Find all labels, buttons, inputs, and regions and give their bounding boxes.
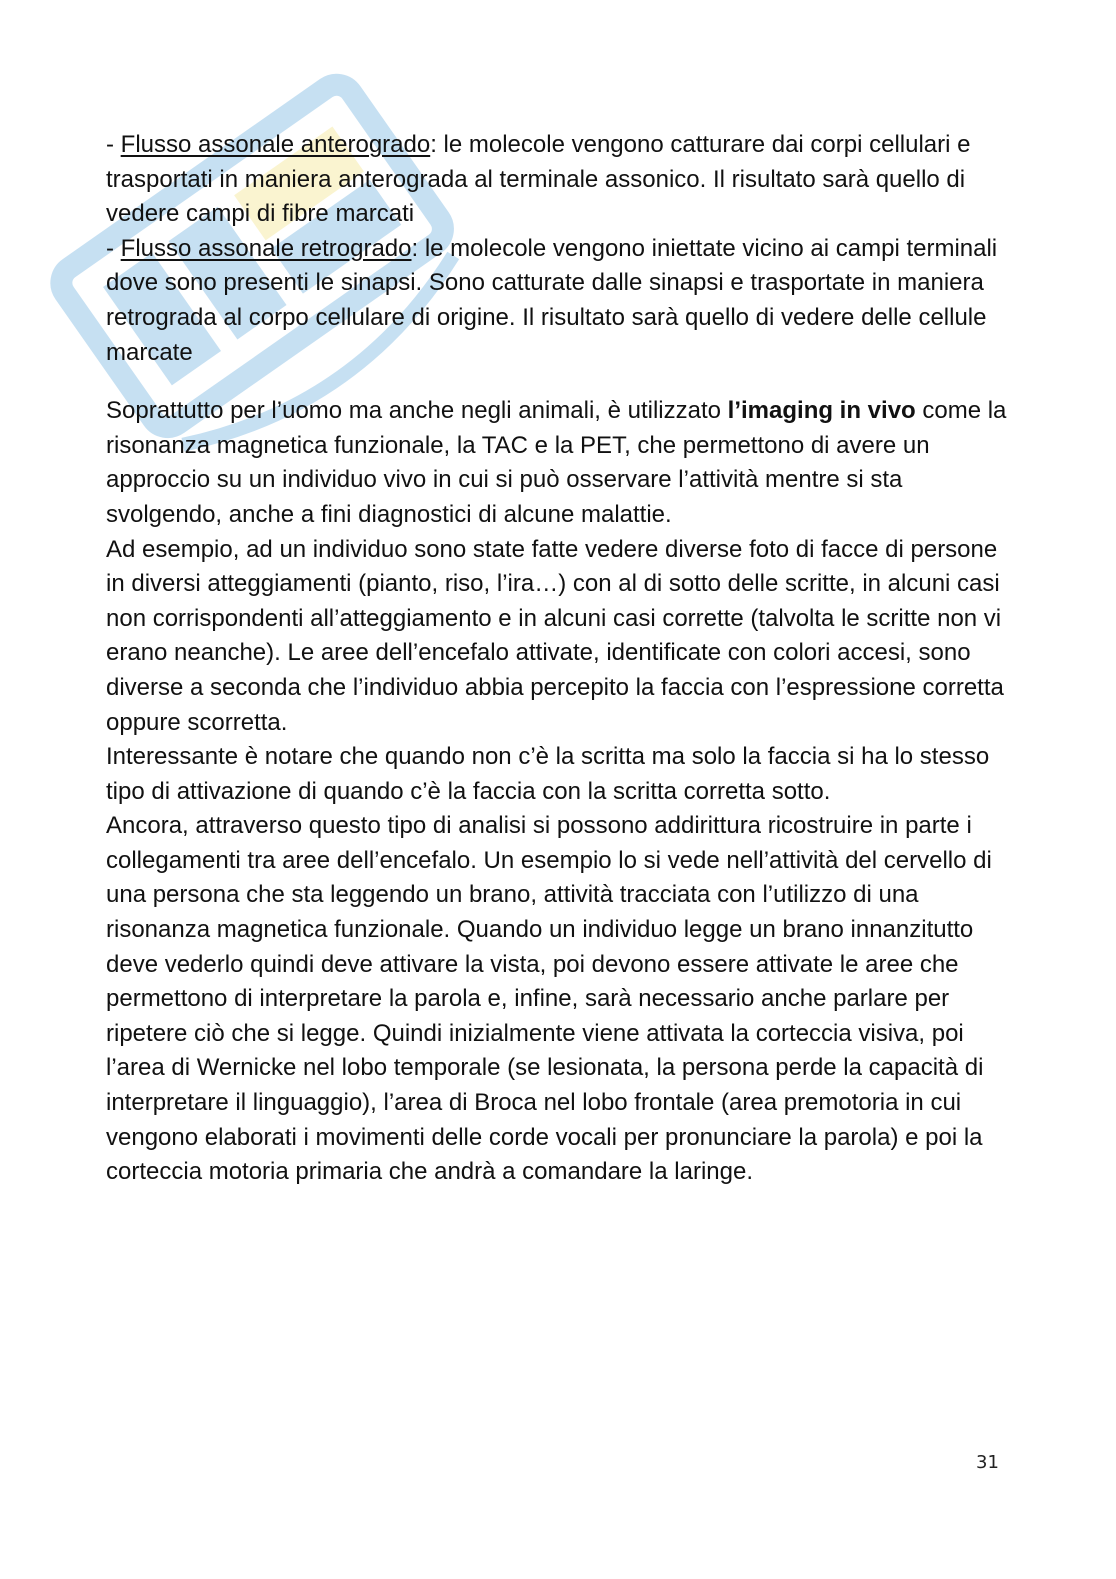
page-number: 31	[976, 1452, 999, 1473]
paragraph-imaging-start: Soprattutto per l’uomo ma anche negli animali, è utilizzato	[106, 397, 728, 425]
highlight-imaging-in-vivo: l’imaging in vivo	[727, 397, 916, 425]
list-dash: -	[106, 131, 121, 158]
paragraph-example-faces: Ad esempio, ad un individuo sono state fatte vedere diverse foto di facce di persone in diversi atteggiamenti (pianto, riso, l’ira…) con al di sotto delle scritte, in alcuni casi non corrispondenti all’atteggiamento e in alcuni casi corrette (talvolta le scritte non vi erano neanche). Le aree dell’encefalo attivate, identificate con colori accesi, sono diverse a seconda che l’individuo abbia percepito la faccia con l’espressione corretta oppure scorretta.	[106, 535, 1004, 736]
list-item-anterograde	[106, 128, 1011, 232]
paragraph-imaging	[106, 394, 1011, 532]
term-anterograde: Flusso assonale anterogrado	[120, 131, 431, 158]
list-item-retrograde	[106, 232, 1011, 370]
term-retrograde: Flusso assonale retrogrado	[120, 234, 412, 262]
definition-retrograde: : le molecole vengono iniettate vicino ai campi terminali dove sono presenti le sinapsi. Sono catturate dalle sinapsi e trasportate in maniera retrograda al corpo cellulare di origine. Il risultato sarà quello di vedere delle cellule marcate	[106, 234, 998, 366]
paragraph-gap	[106, 370, 1011, 394]
paragraph-imaging-end: come la risonanza magnetica funzionale, la TAC e la PET, che permettono di avere un approccio su un individuo vivo in cui si può osservare l’attività mentre si sta svolgendo, anche a fini diagnostici di alcune malattie.	[106, 397, 1007, 528]
list-dash: -	[106, 234, 121, 262]
paragraph-reading-brain: Ancora, attraverso questo tipo di analisi si possono addirittura ricostruire in parte i collegamenti tra aree dell’encefalo. Un esempio lo si vede nell’attività del cervello di una persona che sta leggendo un brano, attività tracciata con l’utilizzo di una risonanza magnetica funzionale. Quando un individuo legge un brano innanzitutto deve vederlo quindi deve attivare la vista, poi devono essere attivate le aree che permettono di interpretare la parola e, infine, sarà necessario anche parlare per ripetere ciò che si legge. Quindi inizialmente viene attivata la corteccia visiva, poi l’area di Wernicke nel lobo temporale (se lesionata, la persona perde la capacità di interpretare il linguaggio), l’area di Broca nel lobo frontale (area premotoria in cui vengono elaborati i movimenti delle corde vocali per pronunciare la parola) e poi la corteccia motoria primaria che andrà a comandare la laringe.	[106, 812, 992, 1186]
paragraph-interesting: Interessante è notare che quando non c’è la scritta ma solo la faccia si ha lo stesso tipo di attivazione di quando c’è la faccia con la scritta corretta sotto.	[106, 743, 990, 805]
page-content	[106, 128, 1011, 1190]
definition-anterograde: : le molecole vengono catturare dai corpi cellulari e trasportati in maniera anterograda al terminale assonico. Il risultato sarà quello di vedere campi di fibre marcati	[106, 131, 971, 228]
